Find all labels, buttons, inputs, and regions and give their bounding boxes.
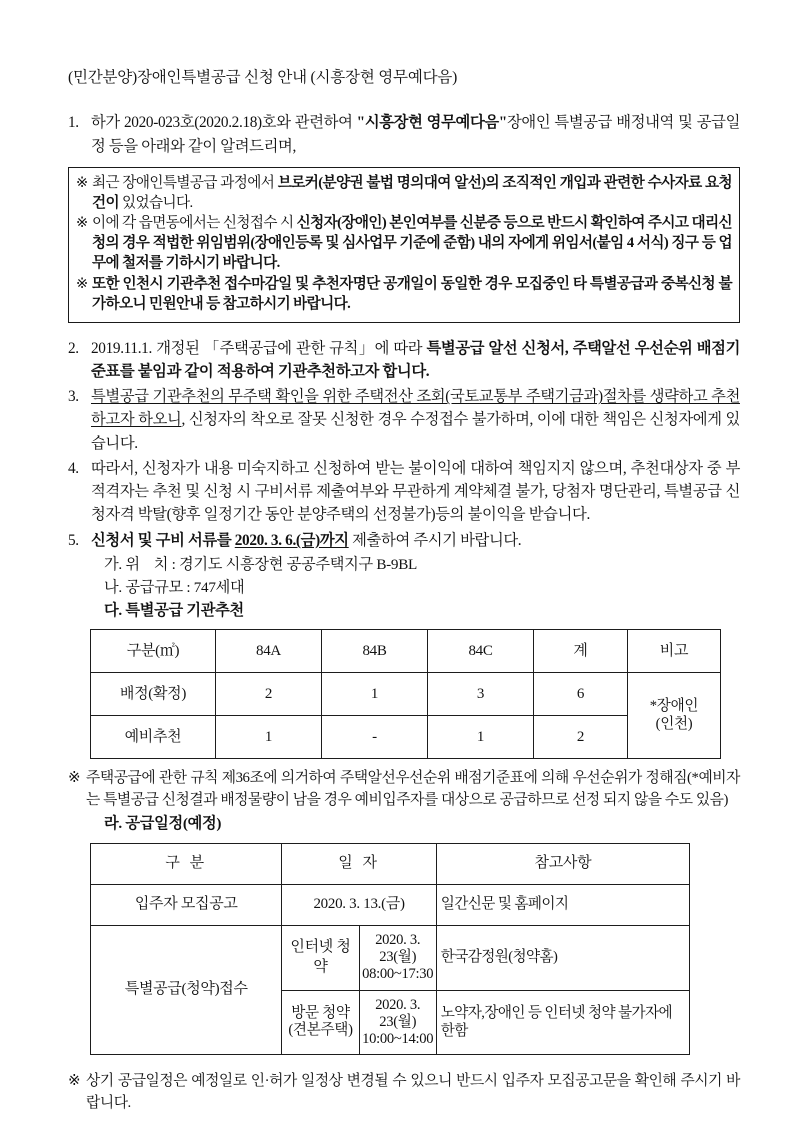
alloc-row-1-label: 예비추천 [91,716,216,759]
notice-1-plain-after: 있었습니다. [119,194,193,211]
table-header-row [91,630,721,673]
alloc-header-0: 구분(㎡) [91,630,216,673]
reference-mark-icon: ※ [68,1073,80,1090]
table-header-row [91,844,690,885]
item-1-body [91,111,740,158]
alloc-row-1-val-3: 2 [534,716,628,759]
schedule-row-0-date: 2020. 3. 13.(금) [282,885,436,926]
notice-line-3-text [92,275,732,315]
item-5-plain-after: 제출하여 주시기 바랍니다. [348,531,522,549]
schedule-row-2-date: 2020. 3. 23(월) [375,996,421,1030]
notice-2-bold: 신청자(장애인) 본인여부를 신분증 등으로 반드시 확인하여 주시고 대리신청의 경우 적법한 위임범위(장애인등록 및 심사업무 기준에 준함) 내의 자에게 위임서(붙임 4 서식) 징구 등 업무에 철저를 기하시기 바랍니다. [92,215,732,272]
item-5-bold-before: 신청서 및 구비 서류를 [91,531,235,549]
notice-1-bold: 브로커(분양권 불법 명의대여 알선)의 조직적인 개입과 관련한 수사자료 요청건이 [92,174,732,211]
schedule-row-2-time: 10:00~14:00 [362,1031,434,1048]
item-5-deadline: 2020. 3. 6.(금)까지 [234,531,349,549]
schedule-row-1-datetime [359,926,436,991]
alloc-row-0-label: 배정(확정) [91,673,216,716]
numbered-item-5 [68,529,740,552]
schedule-row-1-time: 08:00~17:30 [362,966,434,983]
schedule-row-2-subtype [282,990,359,1055]
notice-box [68,167,740,323]
schedule-row-0-category: 입주자 모집공고 [91,885,282,926]
alloc-row-0-val-2: 3 [428,673,534,716]
item-2-body [91,337,740,384]
notice-2-plain-before: 이에 각 읍면동에서는 신청접수 시 [92,215,297,232]
rule-note-text: 주택공급에 관한 규칙 제36조에 의거하여 주택알선우선순위 배점기준표에 의해 우선순위가 정해짐(*예비자는 특별공급 신청결과 배정물량이 남을 경우 예비입주자를 대상으로 공급하므로 선정 되지 않을 수도 있음) [86,770,740,808]
notice-line-1 [76,174,732,214]
alloc-header-1: 84A [216,630,322,673]
schedule-header-0-label: 구 분 [165,855,208,872]
table-row [91,673,721,716]
reference-mark-icon: ※ [68,770,80,787]
item-4-marker: 4. [68,459,79,477]
item-4-text: 따라서, 신청자가 내용 미숙지하고 신청하여 받는 불이익에 대하여 책임지지 않으며, 추천대상자 중 부적격자는 추천 및 신청 시 구비서류 제출여부와 무관하게 계약체결 불가, 당첨자 명단관리, 특별공급 신청자격 박탈(향후 일정기간 동안 분양주택의 선정불가)등의 불이익을 받습니다. [91,459,740,524]
schedule-row-0-remark: 일간신문 및 홈페이지 [436,885,689,926]
notice-3-bold: 또한 인천시 기관추천 접수마감일 및 추천자명단 공개일이 동일한 경우 모집중인 타 특별공급과 중복신청 불가하오니 민원안내 등 참고하시기 바랍니다. [92,275,732,312]
item-2-marker: 2. [68,339,79,357]
table-row [91,716,721,759]
table-row [91,926,690,991]
item-3-underlined: 특별공급 기관추천의 무주택 확인을 위한 주택전산 조회(국토교통부 주택기금과)절차를 생략하고 추천하고자 하오니 [91,388,740,429]
schedule-header-1-label: 일 자 [338,855,380,872]
schedule-row-2-datetime [359,990,436,1055]
schedule-row-2-subtype-line1: 방문 청약 [291,1005,350,1022]
numbered-item-1 [68,111,740,158]
alloc-row-0-val-0: 2 [216,673,322,716]
schedule-row-2-remark-text: 노약자,장애인 등 인터넷 청약 불가자에 한함 [440,1005,673,1039]
item-2-bold: 특별공급 알선 신청서, 주택알선 우선순위 배점기준표를 붙임과 같이 적용하여 기관추천하고자 합니다. [91,339,740,380]
numbered-item-3 [68,385,740,455]
alloc-row-0-val-1: 1 [322,673,428,716]
numbered-item-4 [68,457,740,527]
schedule-row-1-date: 2020. 3. 23(월) [375,932,421,966]
reference-mark-icon: ※ [76,275,88,292]
schedule-table [90,843,690,1055]
item-3-body [91,385,740,455]
alloc-row-1-val-2: 1 [428,716,534,759]
notice-line-2 [76,214,732,274]
numbered-item-2 [68,337,740,384]
item-5-body [91,529,740,552]
notice-line-1-text [92,174,732,214]
item-1-text-after: 장애인 특별공급 배정내역 및 공급일정 등을 아래와 같이 알려드리며, [91,114,740,155]
footer-note-text: 상기 공급일정은 예정일로 인·허가 일정상 변경될 수 있으니 반드시 입주자 모집공고문을 확인해 주시기 바랍니다. [86,1073,740,1111]
alloc-header-2: 84B [322,630,428,673]
alloc-remark-cell [628,673,721,759]
alloc-row-0-val-3: 6 [534,673,628,716]
schedule-header-2: 참고사항 [436,844,689,885]
notice-line-3 [76,275,732,315]
sub-item-supply-scale: 나. 공급규모 : 747세대 [104,578,245,596]
schedule-row-2-remark [436,990,689,1055]
allocation-table [90,629,721,759]
schedule-row-2-subtype-line2: (견본주택) [288,1022,353,1039]
item-2-plain-before: 2019.11.1. 개정된 「주택공급에 관한 규칙」에 따라 [91,339,427,357]
schedule-header-0 [91,844,282,885]
alloc-row-1-val-0: 1 [216,716,322,759]
alloc-header-5: 비고 [628,630,721,673]
table-row [91,885,690,926]
schedule-header-1 [282,844,436,885]
item-1-marker: 1. [68,114,79,132]
rule-note [68,768,740,811]
page-title: (민간분양)장애인특별공급 신청 안내 (시흥장현 영무예다음) [68,69,458,86]
item-1-bold: "시흥장현 영무예다음" [356,114,507,132]
footer-note [68,1071,740,1114]
notice-line-2-text [92,214,732,274]
schedule-row-1-category: 특별공급(청약)접수 [91,926,282,1055]
sub-item-agency-recommendation: 다. 특별공급 기관추천 [104,601,244,619]
reference-mark-icon: ※ [76,174,88,191]
alloc-remark-line-2: (인천) [655,715,693,732]
alloc-header-3: 84C [428,630,534,673]
alloc-row-1-val-1: - [322,716,428,759]
alloc-remark-line-1: *장애인 [649,698,699,714]
item-1-text-before: 하가 2020-023호(2020.2.18)호와 관련하여 [91,114,357,132]
reference-mark-icon: ※ [76,215,88,232]
notice-1-plain-before: 최근 장애인특별공급 과정에서 [92,174,278,191]
item-3-plain-after: , 신청자의 착오로 잘못 신청한 경우 수정접수 불가하며, 이에 대한 책임은 신청자에게 있습니다. [91,411,740,452]
sub-item-supply-schedule: 라. 공급일정(예정) [104,815,222,833]
schedule-row-1-remark: 한국감정원(청약홈) [436,926,689,991]
schedule-row-1-subtype: 인터넷 청약 [282,926,359,991]
item-3-marker: 3. [68,388,79,406]
alloc-header-4: 계 [534,630,628,673]
sub-item-location: 가. 위 치 : 경기도 시흥장현 공공주택지구 B-9BL [104,555,418,573]
item-5-marker: 5. [68,531,79,549]
